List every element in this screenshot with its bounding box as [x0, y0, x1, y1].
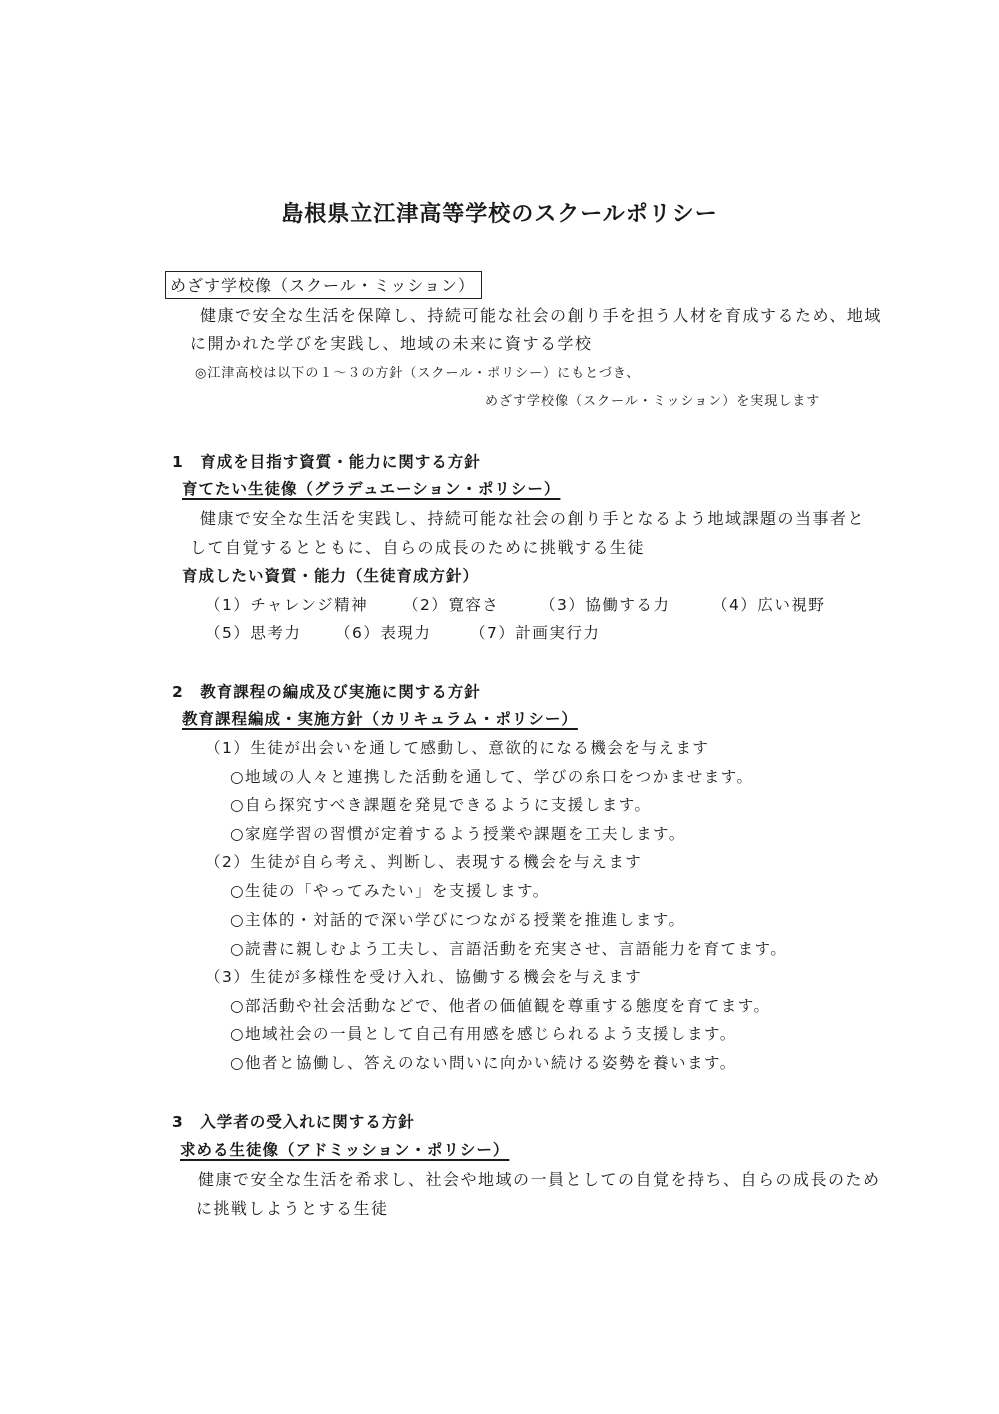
- quality-item: （4）広い視野: [712, 596, 826, 614]
- section1-subheading: 育てたい生徒像（グラデュエーション・ポリシー）: [182, 480, 561, 498]
- mission-text-line-2: に開かれた学びを実践し、地域の未来に資する学校: [190, 334, 593, 353]
- mission-note-line-2: めざす学校像（スクール・ミッション）を実現します: [485, 394, 821, 409]
- mission-note-line-1: ◎江津高校は以下の１～３の方針（スクール・ポリシー）にもとづき、: [195, 366, 641, 381]
- section1-qualities-heading: 育成したい資質・能力（生徒育成方針）: [182, 567, 480, 585]
- curriculum-line: （3）生徒が多様性を受け入れ、協働する機会を与えます: [205, 968, 643, 986]
- curriculum-line: ○生徒の「やってみたい」を支援します。: [230, 882, 550, 900]
- section1-text-line-1: 健康で安全な生活を実践し、持続可能な社会の創り手となるよう地域課題の当事者と: [200, 509, 866, 528]
- curriculum-line: ○家庭学習の習慣が定着するよう授業や課題を工夫します。: [230, 825, 686, 843]
- curriculum-line: ○地域の人々と連携した活動を通して、学びの糸口をつかませます。: [230, 768, 754, 786]
- curriculum-line: ○他者と協働し、答えのない問いに向かい続ける姿勢を養います。: [230, 1054, 737, 1072]
- section2-heading: 2 教育課程の編成及び実施に関する方針: [172, 683, 481, 701]
- quality-item: （2）寛容さ: [403, 596, 500, 614]
- curriculum-line: ○読書に親しむよう工夫し、言語活動を充実させ、言語能力を育てます。: [230, 940, 788, 958]
- quality-item: （5）思考力: [205, 624, 302, 642]
- quality-item: （1）チャレンジ精神: [205, 596, 369, 614]
- curriculum-line: （1）生徒が出会いを通して感動し、意欲的になる機会を与えます: [205, 739, 710, 757]
- section1-text-line-2: して自覚するとともに、自らの成長のために挑戦する生徒: [190, 538, 646, 557]
- quality-item: （7）計画実行力: [470, 624, 601, 642]
- section3-subheading: 求める生徒像（アドミッション・ポリシー）: [180, 1141, 510, 1159]
- curriculum-line: ○地域社会の一員として自己有用感を感じられるよう支援します。: [230, 1025, 737, 1043]
- mission-text-line-1: 健康で安全な生活を保障し、持続可能な社会の創り手を担う人材を育成するため、地域: [200, 306, 882, 325]
- page-title: 島根県立江津高等学校のスクールポリシー: [281, 202, 718, 227]
- quality-item: （3）協働する力: [540, 596, 671, 614]
- curriculum-line: ○部活動や社会活動などで、他者の価値観を尊重する態度を育てます。: [230, 997, 771, 1015]
- section3-text-line-2: に挑戦しようとする生徒: [196, 1199, 389, 1218]
- section1-heading: 1 育成を目指す資質・能力に関する方針: [172, 453, 481, 471]
- mission-label-box: めざす学校像（スクール・ミッション）: [165, 271, 482, 299]
- section2-subheading: 教育課程編成・実施方針（カリキュラム・ポリシー）: [182, 710, 578, 728]
- curriculum-line: （2）生徒が自ら考え、判断し、表現する機会を与えます: [205, 853, 643, 871]
- quality-item: （6）表現力: [335, 624, 432, 642]
- section3-text-line-1: 健康で安全な生活を希求し、社会や地域の一員としての自覚を持ち、自らの成長のため: [198, 1170, 881, 1189]
- section3-heading: 3 入学者の受入れに関する方針: [172, 1113, 415, 1131]
- curriculum-line: ○自ら探究すべき課題を発見できるように支援します。: [230, 796, 652, 814]
- curriculum-line: ○主体的・対話的で深い学びにつながる授業を推進します。: [230, 911, 686, 929]
